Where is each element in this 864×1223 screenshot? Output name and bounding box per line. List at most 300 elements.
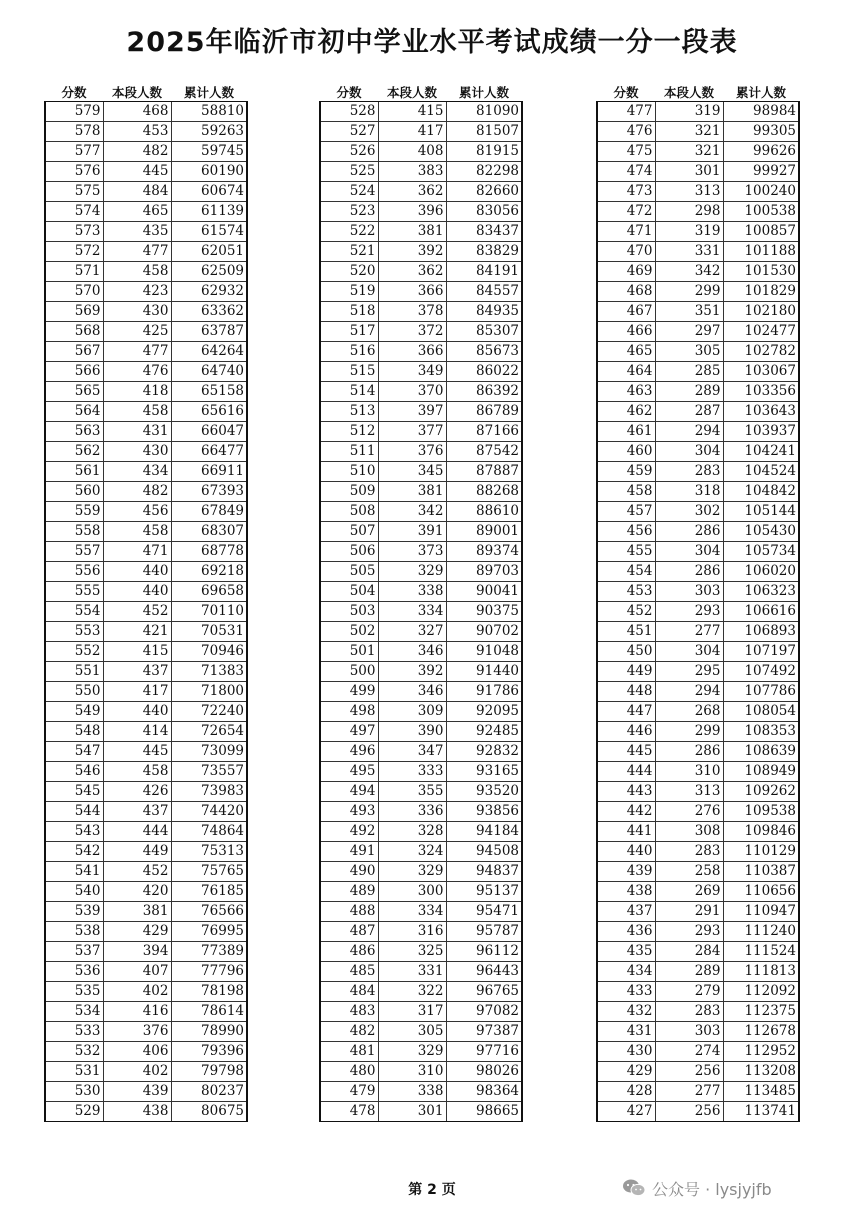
score-cell: 462 bbox=[597, 402, 655, 422]
cumulative-count-cell: 71383 bbox=[171, 662, 247, 682]
score-cell: 571 bbox=[45, 262, 103, 282]
score-cell: 458 bbox=[597, 482, 655, 502]
cumulative-count-cell: 90375 bbox=[446, 602, 522, 622]
score-cell: 470 bbox=[597, 242, 655, 262]
segment-count-cell: 453 bbox=[103, 122, 171, 142]
score-cell: 468 bbox=[597, 282, 655, 302]
cumulative-count-cell: 79396 bbox=[171, 1042, 247, 1062]
segment-count-cell: 440 bbox=[103, 702, 171, 722]
score-cell: 548 bbox=[45, 722, 103, 742]
table-row bbox=[597, 522, 799, 542]
score-cell: 550 bbox=[45, 682, 103, 702]
cumulative-count-cell: 98984 bbox=[723, 102, 799, 122]
cumulative-count-cell: 97387 bbox=[446, 1022, 522, 1042]
table-row bbox=[45, 622, 247, 642]
score-cell: 501 bbox=[320, 642, 378, 662]
score-cell: 503 bbox=[320, 602, 378, 622]
score-cell: 564 bbox=[45, 402, 103, 422]
segment-count-cell: 305 bbox=[655, 342, 723, 362]
segment-count-cell: 286 bbox=[655, 522, 723, 542]
table-row bbox=[320, 762, 522, 782]
segment-count-cell: 477 bbox=[103, 242, 171, 262]
table-row bbox=[597, 262, 799, 282]
score-cell: 536 bbox=[45, 962, 103, 982]
cumulative-count-cell: 62509 bbox=[171, 262, 247, 282]
table-row bbox=[45, 1042, 247, 1062]
segment-count-cell: 458 bbox=[103, 762, 171, 782]
score-cell: 576 bbox=[45, 162, 103, 182]
table-row bbox=[45, 682, 247, 702]
segment-count-cell: 301 bbox=[655, 162, 723, 182]
cumulative-count-cell: 110129 bbox=[723, 842, 799, 862]
segment-count-cell: 458 bbox=[103, 262, 171, 282]
score-cell: 490 bbox=[320, 862, 378, 882]
score-cell: 538 bbox=[45, 922, 103, 942]
table-row bbox=[320, 402, 522, 422]
segment-count-cell: 342 bbox=[655, 262, 723, 282]
segment-count-cell: 373 bbox=[378, 542, 446, 562]
cumulative-count-cell: 108639 bbox=[723, 742, 799, 762]
segment-count-cell: 425 bbox=[103, 322, 171, 342]
score-cell: 445 bbox=[597, 742, 655, 762]
cumulative-count-cell: 80237 bbox=[171, 1082, 247, 1102]
segment-count-cell: 471 bbox=[103, 542, 171, 562]
score-table-2 bbox=[319, 83, 523, 1122]
table-row bbox=[597, 462, 799, 482]
cumulative-count-cell: 84935 bbox=[446, 302, 522, 322]
score-cell: 478 bbox=[320, 1102, 378, 1122]
score-cell: 428 bbox=[597, 1082, 655, 1102]
table-row bbox=[45, 582, 247, 602]
table-row bbox=[320, 922, 522, 942]
cumulative-count-cell: 73983 bbox=[171, 782, 247, 802]
segment-count-cell: 345 bbox=[378, 462, 446, 482]
cumulative-count-cell: 66911 bbox=[171, 462, 247, 482]
segment-count-cell: 484 bbox=[103, 182, 171, 202]
score-cell: 482 bbox=[320, 1022, 378, 1042]
cumulative-count-cell: 65616 bbox=[171, 402, 247, 422]
cumulative-count-cell: 93856 bbox=[446, 802, 522, 822]
segment-count-cell: 392 bbox=[378, 662, 446, 682]
score-cell: 455 bbox=[597, 542, 655, 562]
cumulative-count-cell: 113741 bbox=[723, 1102, 799, 1122]
table-row bbox=[597, 922, 799, 942]
cumulative-count-cell: 99305 bbox=[723, 122, 799, 142]
score-cell: 531 bbox=[45, 1062, 103, 1082]
table-row bbox=[597, 862, 799, 882]
table-row bbox=[597, 742, 799, 762]
score-cell: 484 bbox=[320, 982, 378, 1002]
segment-count-cell: 390 bbox=[378, 722, 446, 742]
score-cell: 481 bbox=[320, 1042, 378, 1062]
score-cell: 493 bbox=[320, 802, 378, 822]
cumulative-count-cell: 77796 bbox=[171, 962, 247, 982]
segment-count-cell: 329 bbox=[378, 562, 446, 582]
cumulative-count-cell: 97716 bbox=[446, 1042, 522, 1062]
segment-count-cell: 310 bbox=[378, 1062, 446, 1082]
cumulative-count-cell: 87166 bbox=[446, 422, 522, 442]
cumulative-count-cell: 75313 bbox=[171, 842, 247, 862]
table-row bbox=[320, 322, 522, 342]
table-row bbox=[597, 482, 799, 502]
cumulative-count-cell: 105734 bbox=[723, 542, 799, 562]
score-cell: 437 bbox=[597, 902, 655, 922]
score-cell: 430 bbox=[597, 1042, 655, 1062]
score-cell: 537 bbox=[45, 942, 103, 962]
table-row bbox=[320, 1062, 522, 1082]
score-cell: 519 bbox=[320, 282, 378, 302]
score-cell: 483 bbox=[320, 1002, 378, 1022]
table-row bbox=[45, 402, 247, 422]
table-row bbox=[45, 762, 247, 782]
table-row bbox=[597, 502, 799, 522]
table-row bbox=[320, 702, 522, 722]
cumulative-count-cell: 96765 bbox=[446, 982, 522, 1002]
cumulative-count-cell: 98026 bbox=[446, 1062, 522, 1082]
segment-count-cell: 468 bbox=[103, 102, 171, 122]
segment-count-cell: 284 bbox=[655, 942, 723, 962]
score-cell: 499 bbox=[320, 682, 378, 702]
segment-count-cell: 304 bbox=[655, 542, 723, 562]
score-cell: 469 bbox=[597, 262, 655, 282]
cumulative-count-cell: 81090 bbox=[446, 102, 522, 122]
cumulative-count-cell: 93165 bbox=[446, 762, 522, 782]
cumulative-count-cell: 107197 bbox=[723, 642, 799, 662]
table-row bbox=[320, 882, 522, 902]
segment-count-cell: 366 bbox=[378, 282, 446, 302]
cumulative-count-cell: 94508 bbox=[446, 842, 522, 862]
cumulative-count-cell: 91786 bbox=[446, 682, 522, 702]
score-cell: 502 bbox=[320, 622, 378, 642]
segment-count-cell: 378 bbox=[378, 302, 446, 322]
cumulative-count-cell: 72240 bbox=[171, 702, 247, 722]
segment-count-cell: 391 bbox=[378, 522, 446, 542]
score-cell: 485 bbox=[320, 962, 378, 982]
score-cell: 507 bbox=[320, 522, 378, 542]
score-cell: 525 bbox=[320, 162, 378, 182]
score-cell: 489 bbox=[320, 882, 378, 902]
cumulative-count-cell: 91048 bbox=[446, 642, 522, 662]
score-cell: 515 bbox=[320, 362, 378, 382]
segment-count-cell: 289 bbox=[655, 382, 723, 402]
table-row bbox=[597, 722, 799, 742]
cumulative-count-cell: 65158 bbox=[171, 382, 247, 402]
table-row bbox=[597, 602, 799, 622]
cumulative-count-cell: 112375 bbox=[723, 1002, 799, 1022]
table-row bbox=[320, 362, 522, 382]
score-cell: 541 bbox=[45, 862, 103, 882]
table-row bbox=[320, 422, 522, 442]
table-row bbox=[320, 242, 522, 262]
cumulative-count-cell: 69658 bbox=[171, 582, 247, 602]
segment-count-cell: 338 bbox=[378, 582, 446, 602]
segment-count-cell: 327 bbox=[378, 622, 446, 642]
cumulative-count-cell: 98665 bbox=[446, 1102, 522, 1122]
table-row bbox=[45, 722, 247, 742]
score-cell: 446 bbox=[597, 722, 655, 742]
segment-count-cell: 421 bbox=[103, 622, 171, 642]
table-row bbox=[597, 1022, 799, 1042]
table-row bbox=[320, 442, 522, 462]
table-row bbox=[45, 362, 247, 382]
cumulative-count-cell: 64740 bbox=[171, 362, 247, 382]
table-row bbox=[320, 262, 522, 282]
score-cell: 500 bbox=[320, 662, 378, 682]
cumulative-count-cell: 95137 bbox=[446, 882, 522, 902]
cumulative-count-cell: 63787 bbox=[171, 322, 247, 342]
segment-count-cell: 287 bbox=[655, 402, 723, 422]
cumulative-count-cell: 111524 bbox=[723, 942, 799, 962]
cumulative-count-cell: 105430 bbox=[723, 522, 799, 542]
table-row bbox=[45, 702, 247, 722]
cumulative-count-cell: 108949 bbox=[723, 762, 799, 782]
table-row bbox=[597, 902, 799, 922]
table-row bbox=[597, 142, 799, 162]
score-cell: 521 bbox=[320, 242, 378, 262]
segment-count-cell: 414 bbox=[103, 722, 171, 742]
table-row bbox=[597, 382, 799, 402]
cumulative-count-cell: 78198 bbox=[171, 982, 247, 1002]
cumulative-count-cell: 89703 bbox=[446, 562, 522, 582]
score-cell: 510 bbox=[320, 462, 378, 482]
header-score: 分数 bbox=[45, 83, 103, 102]
score-cell: 451 bbox=[597, 622, 655, 642]
cumulative-count-cell: 95787 bbox=[446, 922, 522, 942]
table-row bbox=[320, 182, 522, 202]
table-row bbox=[320, 162, 522, 182]
header-segment-count: 本段人数 bbox=[655, 83, 723, 102]
segment-count-cell: 269 bbox=[655, 882, 723, 902]
table-row bbox=[597, 682, 799, 702]
score-cell: 544 bbox=[45, 802, 103, 822]
score-cell: 508 bbox=[320, 502, 378, 522]
cumulative-count-cell: 111240 bbox=[723, 922, 799, 942]
table-row bbox=[320, 302, 522, 322]
segment-count-cell: 438 bbox=[103, 1102, 171, 1122]
cumulative-count-cell: 110656 bbox=[723, 882, 799, 902]
segment-count-cell: 417 bbox=[378, 122, 446, 142]
table-row bbox=[597, 762, 799, 782]
table-row bbox=[45, 1022, 247, 1042]
cumulative-count-cell: 83437 bbox=[446, 222, 522, 242]
score-cell: 427 bbox=[597, 1102, 655, 1122]
segment-count-cell: 305 bbox=[378, 1022, 446, 1042]
cumulative-count-cell: 76185 bbox=[171, 882, 247, 902]
header-cumulative-count: 累计人数 bbox=[446, 83, 522, 102]
score-cell: 464 bbox=[597, 362, 655, 382]
score-cell: 435 bbox=[597, 942, 655, 962]
cumulative-count-cell: 103937 bbox=[723, 422, 799, 442]
score-cell: 573 bbox=[45, 222, 103, 242]
segment-count-cell: 289 bbox=[655, 962, 723, 982]
cumulative-count-cell: 68307 bbox=[171, 522, 247, 542]
table-row bbox=[45, 802, 247, 822]
table-row bbox=[597, 162, 799, 182]
cumulative-count-cell: 110947 bbox=[723, 902, 799, 922]
cumulative-count-cell: 92485 bbox=[446, 722, 522, 742]
cumulative-count-cell: 96112 bbox=[446, 942, 522, 962]
segment-count-cell: 277 bbox=[655, 622, 723, 642]
table-row bbox=[45, 1102, 247, 1122]
score-cell: 578 bbox=[45, 122, 103, 142]
cumulative-count-cell: 64264 bbox=[171, 342, 247, 362]
table-row bbox=[320, 802, 522, 822]
table-row bbox=[597, 662, 799, 682]
segment-count-cell: 299 bbox=[655, 282, 723, 302]
segment-count-cell: 333 bbox=[378, 762, 446, 782]
segment-count-cell: 444 bbox=[103, 822, 171, 842]
score-cell: 487 bbox=[320, 922, 378, 942]
segment-count-cell: 476 bbox=[103, 362, 171, 382]
segment-count-cell: 430 bbox=[103, 302, 171, 322]
cumulative-count-cell: 70531 bbox=[171, 622, 247, 642]
score-cell: 466 bbox=[597, 322, 655, 342]
cumulative-count-cell: 102180 bbox=[723, 302, 799, 322]
table-row bbox=[45, 982, 247, 1002]
table-row bbox=[45, 742, 247, 762]
score-cell: 556 bbox=[45, 562, 103, 582]
segment-count-cell: 445 bbox=[103, 742, 171, 762]
table-row bbox=[45, 562, 247, 582]
table-row bbox=[45, 102, 247, 122]
table-row bbox=[597, 982, 799, 1002]
segment-count-cell: 434 bbox=[103, 462, 171, 482]
table-row bbox=[320, 742, 522, 762]
segment-count-cell: 283 bbox=[655, 1002, 723, 1022]
table-row bbox=[320, 1102, 522, 1122]
table-row bbox=[320, 462, 522, 482]
segment-count-cell: 324 bbox=[378, 842, 446, 862]
segment-count-cell: 458 bbox=[103, 402, 171, 422]
header-score: 分数 bbox=[597, 83, 655, 102]
segment-count-cell: 418 bbox=[103, 382, 171, 402]
cumulative-count-cell: 82298 bbox=[446, 162, 522, 182]
cumulative-count-cell: 94184 bbox=[446, 822, 522, 842]
table-row bbox=[597, 842, 799, 862]
table-row bbox=[45, 1062, 247, 1082]
segment-count-cell: 449 bbox=[103, 842, 171, 862]
score-cell: 476 bbox=[597, 122, 655, 142]
table-row bbox=[320, 842, 522, 862]
score-cell: 560 bbox=[45, 482, 103, 502]
cumulative-count-cell: 70110 bbox=[171, 602, 247, 622]
score-cell: 575 bbox=[45, 182, 103, 202]
segment-count-cell: 381 bbox=[378, 222, 446, 242]
segment-count-cell: 417 bbox=[103, 682, 171, 702]
score-cell: 533 bbox=[45, 1022, 103, 1042]
table-row bbox=[597, 302, 799, 322]
cumulative-count-cell: 66047 bbox=[171, 422, 247, 442]
wechat-icon bbox=[622, 1177, 646, 1199]
score-cell: 450 bbox=[597, 642, 655, 662]
score-cell: 495 bbox=[320, 762, 378, 782]
table-row bbox=[597, 822, 799, 842]
segment-count-cell: 316 bbox=[378, 922, 446, 942]
score-cell: 574 bbox=[45, 202, 103, 222]
table-row bbox=[320, 582, 522, 602]
segment-count-cell: 336 bbox=[378, 802, 446, 822]
cumulative-count-cell: 87542 bbox=[446, 442, 522, 462]
table-row bbox=[597, 1042, 799, 1062]
cumulative-count-cell: 109846 bbox=[723, 822, 799, 842]
segment-count-cell: 370 bbox=[378, 382, 446, 402]
score-cell: 491 bbox=[320, 842, 378, 862]
score-cell: 504 bbox=[320, 582, 378, 602]
segment-count-cell: 329 bbox=[378, 1042, 446, 1062]
table-row bbox=[597, 942, 799, 962]
segment-count-cell: 445 bbox=[103, 162, 171, 182]
cumulative-count-cell: 85673 bbox=[446, 342, 522, 362]
segment-count-cell: 286 bbox=[655, 742, 723, 762]
cumulative-count-cell: 109262 bbox=[723, 782, 799, 802]
score-cell: 471 bbox=[597, 222, 655, 242]
segment-count-cell: 415 bbox=[378, 102, 446, 122]
table-row bbox=[320, 1022, 522, 1042]
table-row bbox=[45, 782, 247, 802]
table-row bbox=[320, 822, 522, 842]
table-row bbox=[320, 202, 522, 222]
cumulative-count-cell: 104241 bbox=[723, 442, 799, 462]
segment-count-cell: 294 bbox=[655, 422, 723, 442]
score-cell: 444 bbox=[597, 762, 655, 782]
score-cell: 479 bbox=[320, 1082, 378, 1102]
cumulative-count-cell: 86022 bbox=[446, 362, 522, 382]
score-cell: 505 bbox=[320, 562, 378, 582]
segment-count-cell: 439 bbox=[103, 1082, 171, 1102]
table-row bbox=[597, 202, 799, 222]
table-row bbox=[45, 122, 247, 142]
score-cell: 475 bbox=[597, 142, 655, 162]
table-row bbox=[320, 962, 522, 982]
score-cell: 440 bbox=[597, 842, 655, 862]
segment-count-cell: 437 bbox=[103, 662, 171, 682]
score-cell: 453 bbox=[597, 582, 655, 602]
score-cell: 532 bbox=[45, 1042, 103, 1062]
segment-count-cell: 397 bbox=[378, 402, 446, 422]
table-row bbox=[45, 322, 247, 342]
cumulative-count-cell: 92095 bbox=[446, 702, 522, 722]
segment-count-cell: 285 bbox=[655, 362, 723, 382]
segment-count-cell: 402 bbox=[103, 1062, 171, 1082]
segment-count-cell: 346 bbox=[378, 682, 446, 702]
table-row bbox=[597, 962, 799, 982]
segment-count-cell: 415 bbox=[103, 642, 171, 662]
score-cell: 517 bbox=[320, 322, 378, 342]
score-cell: 543 bbox=[45, 822, 103, 842]
table-row bbox=[597, 642, 799, 662]
score-cell: 447 bbox=[597, 702, 655, 722]
segment-count-cell: 304 bbox=[655, 642, 723, 662]
score-cell: 547 bbox=[45, 742, 103, 762]
score-cell: 557 bbox=[45, 542, 103, 562]
watermark-text: 公众号 · lysjyjfb bbox=[652, 1179, 772, 1199]
table-row bbox=[45, 862, 247, 882]
cumulative-count-cell: 104842 bbox=[723, 482, 799, 502]
score-cell: 461 bbox=[597, 422, 655, 442]
segment-count-cell: 256 bbox=[655, 1102, 723, 1122]
table-row bbox=[45, 182, 247, 202]
table-row bbox=[45, 842, 247, 862]
score-cell: 559 bbox=[45, 502, 103, 522]
segment-count-cell: 477 bbox=[103, 342, 171, 362]
table-row bbox=[320, 502, 522, 522]
score-cell: 454 bbox=[597, 562, 655, 582]
segment-count-cell: 286 bbox=[655, 562, 723, 582]
score-cell: 459 bbox=[597, 462, 655, 482]
header-cumulative-count: 累计人数 bbox=[171, 83, 247, 102]
table-row bbox=[320, 782, 522, 802]
segment-count-cell: 256 bbox=[655, 1062, 723, 1082]
